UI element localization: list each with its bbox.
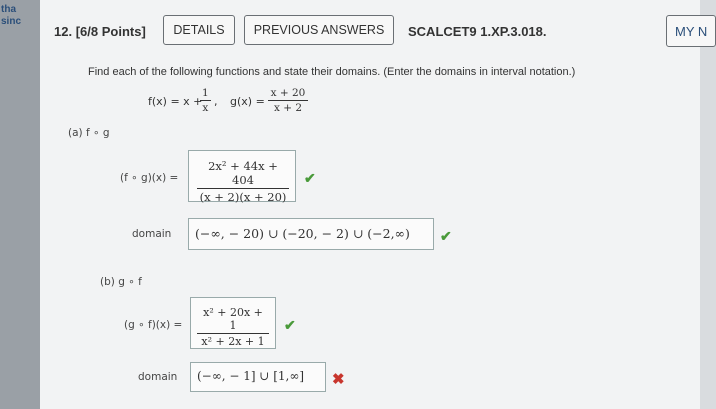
instructions-text: Find each of the following functions and state their domains. (Enter the domains in interval notation.): [88, 66, 576, 78]
part-b-domain-cross-icon: ✖: [332, 371, 345, 388]
question-points: [6/8 Points]: [75, 24, 146, 39]
part-b-answer-denominator: x² + 2x + 1: [201, 335, 265, 348]
part-a-domain-label: domain: [132, 228, 172, 240]
details-button[interactable]: DETAILS: [163, 15, 235, 45]
part-a-answer-box[interactable]: [188, 150, 296, 202]
part-b-answer-box[interactable]: [190, 297, 276, 349]
question-header: [54, 24, 146, 39]
part-b-answer-check-icon: ✔: [284, 317, 296, 333]
side-text-2: sinc: [1, 16, 22, 27]
my-notes-button[interactable]: MY N: [666, 15, 716, 47]
left-sidebar-strip: [0, 0, 40, 409]
g-numerator: x + 20: [270, 87, 306, 99]
previous-answers-button[interactable]: PREVIOUS ANSWERS: [244, 15, 394, 45]
function-separator: ,: [214, 95, 218, 108]
part-b-answer-fraction: [197, 306, 269, 348]
question-code: SCALCET9 1.XP.3.018.: [408, 24, 547, 39]
question-number: 12.: [54, 24, 73, 39]
part-b-domain-label: domain: [138, 371, 178, 383]
part-a-answer-denominator: (x + 2)(x + 20): [199, 190, 287, 204]
f-denominator: x: [202, 102, 209, 114]
part-b-expression-label: (g ∘ f)(x) =: [124, 319, 183, 331]
g-denominator: x + 2: [273, 102, 303, 114]
part-a-answer-numerator: 2x² + 44x + 404: [208, 159, 278, 187]
f-numerator: 1: [202, 87, 209, 99]
part-a-expression-label: (f ∘ g)(x) =: [120, 172, 179, 184]
part-a-answer-fraction: [197, 159, 289, 204]
part-a-label: (a) f ∘ g: [68, 127, 110, 139]
side-text-1: tha: [1, 4, 16, 15]
part-a-domain-box[interactable]: [188, 218, 434, 250]
part-b-domain-answer: (−∞, − 1] ∪ [1,∞]: [197, 369, 305, 383]
question-panel: [40, 0, 708, 409]
g-definition-lhs: g(x) =: [230, 95, 265, 108]
part-a-domain-answer: (−∞, − 20) ∪ (−20, − 2) ∪ (−2,∞): [195, 226, 410, 241]
part-a-answer-check-icon: ✔: [304, 170, 316, 186]
f-definition-lhs: f(x) = x +: [148, 95, 203, 108]
part-b-answer-numerator: x² + 20x + 1: [203, 306, 263, 332]
part-a-domain-check-icon: ✔: [440, 228, 452, 244]
part-b-domain-box[interactable]: [190, 362, 326, 392]
f-fraction: [200, 87, 211, 114]
part-b-label: (b) g ∘ f: [100, 276, 142, 288]
g-fraction: [268, 87, 308, 114]
